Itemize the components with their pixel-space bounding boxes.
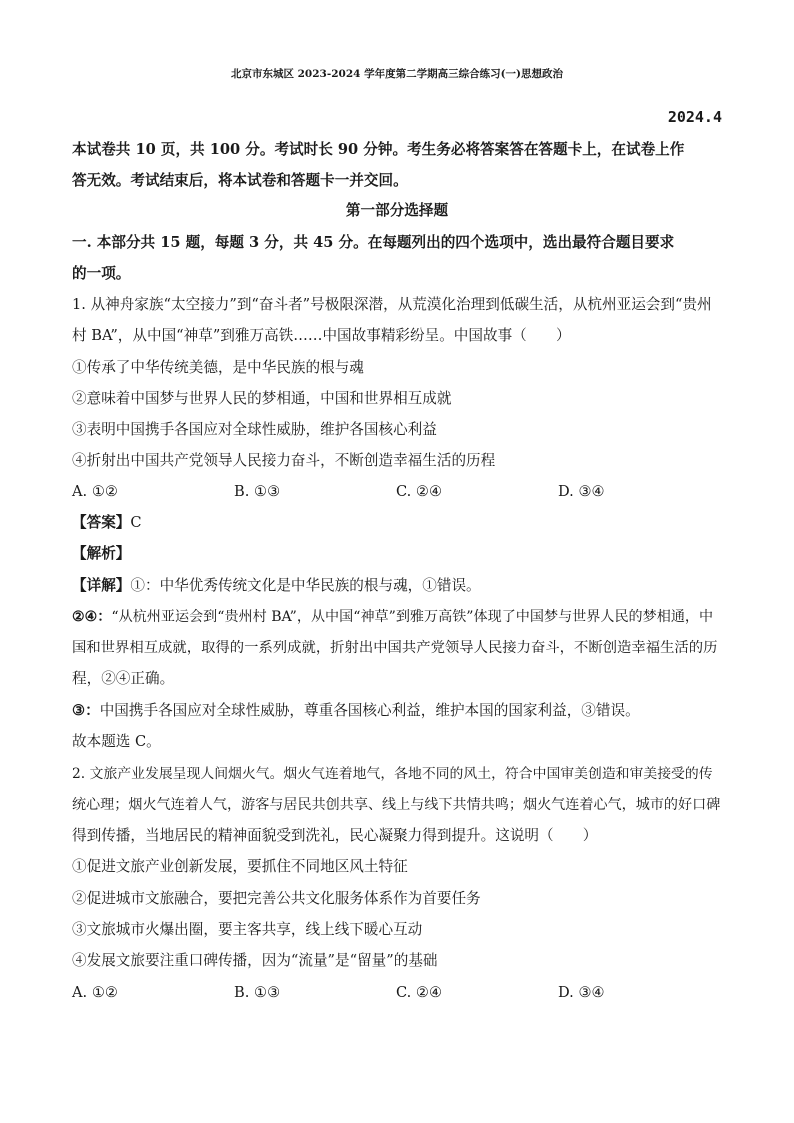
section-title: 第一部分选择题	[345, 202, 449, 219]
q1-detail-4: 程，②④正确。	[72, 670, 175, 687]
q2-statement-2: ②促进城市文旅融合，要把完善公共文化服务体系作为首要任务	[72, 890, 481, 907]
detail-text-5: 中国携手各国应对全球性威胁，尊重各国核心利益，维护本国的国家利益，③错误。	[99, 702, 640, 719]
q1-option-b: B. ①③	[234, 483, 281, 500]
answer-label: 【答案】	[72, 514, 131, 531]
section-intro-1: 一. 本部分共 15 题，每题 3 分，共 45 分。在每题列出的四个选项中，选出最符合题目要求	[72, 234, 675, 251]
q2-stem-2: 统心理；烟火气连着人气，游客与居民共创共享、线上与线下共情共鸣；烟火气连着心气，城市的好口碑	[72, 797, 721, 813]
q2-stem-3: 得到传播，当地居民的精神面貌受到洗礼，民心凝聚力得到提升。这说明（ ）	[72, 827, 598, 844]
q1-stem-1: 1. 从神舟家族“太空接力”到“奋斗者”号极限深潜，从荒漠化治理到低碳生活，从杭州亚运会到“贵州	[72, 296, 712, 313]
analysis-label: 【解析】	[72, 545, 131, 562]
q2-stem-1: 2. 文旅产业发展呈现人间烟火气。烟火气连着地气，各地不同的风土，符合中国审美创造和审美接受的传	[72, 766, 713, 782]
q1-detail-3: 国和世界相互成就，取得的一系列成就，折射出中国共产党领导人民接力奋斗，不断创造幸福生活的历	[72, 640, 718, 656]
detail-5-head: ③：	[72, 702, 100, 719]
q1-statement-4: ④折射出中国共产党领导人民接力奋斗，不断创造幸福生活的历程	[72, 452, 496, 469]
exam-date: 2024.4	[667, 108, 722, 126]
q2-statement-3: ③文旅城市火爆出圈，要主客共享，线上线下暖心互动	[72, 921, 423, 938]
q1-statement-3: ③表明中国携手各国应对全球性威胁，维护各国核心利益	[72, 421, 437, 438]
q2-statement-4: ④发展文旅要注重口碑传播，因为“流量”是“留量”的基础	[72, 952, 438, 969]
section-intro-2: 的一项。	[72, 265, 131, 282]
q1-option-c: C. ②④	[396, 483, 443, 500]
detail-text-1: ①：中华优秀传统文化是中华民族的根与魂，①错误。	[130, 577, 481, 594]
q1-statement-1: ①传承了中华传统美德，是中华民族的根与魂	[72, 359, 364, 376]
instructions-line-2: 答无效。考试结束后，将本试卷和答题卡一并交回。	[72, 172, 408, 189]
detail-2-head: ②④：	[72, 609, 112, 625]
q2-option-b: B. ①③	[234, 984, 281, 1001]
q1-stem-2: 村 BA”，从中国“神草”到雅万高铁……中国故事精彩纷呈。中国故事（ ）	[72, 327, 571, 344]
q2-option-a: A. ①②	[72, 984, 118, 1001]
q1-conclusion: 故本题选 C。	[72, 733, 161, 750]
detail-text-2: “从杭州亚运会到“贵州村 BA”，从中国“神草”到雅万高铁”体现了中国梦与世界人民的梦相通，中	[111, 609, 714, 625]
q1-answer	[72, 513, 722, 533]
detail-label: 【详解】	[72, 577, 131, 594]
exam-title: 北京市东城区 2023-2024 学年度第二学期高三综合练习(一)思想政治	[230, 68, 564, 80]
q1-statement-2: ②意味着中国梦与世界人民的梦相通，中国和世界相互成就	[72, 390, 452, 407]
q2-option-c: C. ②④	[396, 984, 443, 1001]
q1-detail-2	[72, 607, 722, 627]
q2-statement-1: ①促进文旅产业创新发展，要抓住不同地区风土特征	[72, 858, 408, 875]
q1-option-d: D. ③④	[558, 483, 605, 500]
q1-option-a: A. ①②	[72, 483, 118, 500]
instructions-line-1: 本试卷共 10 页，共 100 分。考试时长 90 分钟。考生务必将答案答在答题卡上，在试卷上作	[72, 141, 685, 158]
q1-detail-1	[72, 576, 722, 596]
q1-detail-5	[72, 701, 722, 721]
answer-value: C	[130, 514, 142, 531]
q2-option-d: D. ③④	[558, 984, 605, 1001]
